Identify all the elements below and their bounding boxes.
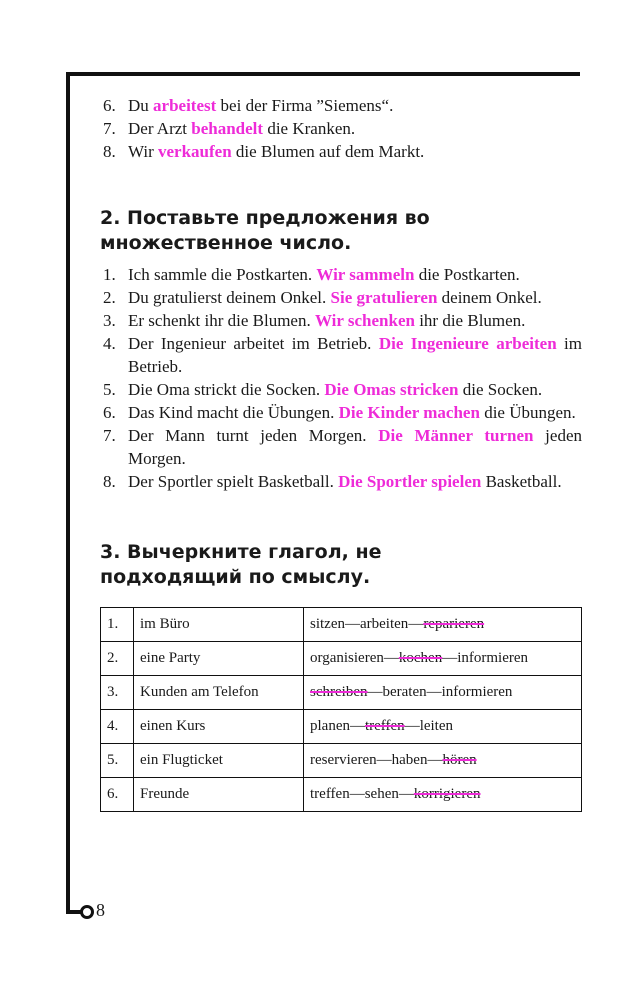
row-number: 4. <box>101 710 134 744</box>
verb: beraten <box>382 684 427 700</box>
item-number: 6. <box>103 403 116 422</box>
answer-plural: Die Omas stricken <box>324 380 459 399</box>
row-context: im Büro <box>134 608 304 642</box>
singular-sentence: Die Oma strickt die Socken. <box>128 380 321 399</box>
list-item <box>100 309 582 332</box>
list-item <box>100 94 582 117</box>
sentence-start: Der Arzt <box>128 119 192 138</box>
struck-verb: schreiben <box>310 684 368 700</box>
sentence-end: die Blumen auf dem Markt. <box>231 142 425 161</box>
row-context: einen Kurs <box>134 710 304 744</box>
verb: reservieren <box>310 752 377 768</box>
answer-rest: Basketball. <box>481 472 562 491</box>
row-number: 6. <box>101 778 134 812</box>
table-row <box>101 642 582 676</box>
verb-separator: — <box>427 752 443 768</box>
item-number: 1. <box>103 265 116 284</box>
item-number: 7. <box>103 426 116 445</box>
row-context: Kunden am Telefon <box>134 676 304 710</box>
verb-separator: — <box>383 650 399 666</box>
exercise3-title: 3. Вычеркните глагол, не подходящий по смыслу. <box>100 541 382 588</box>
table-row <box>101 676 582 710</box>
singular-sentence: Du gratulierst deinem Onkel. <box>128 288 327 307</box>
verb: leiten <box>419 718 454 734</box>
answer-verb: arbeitest <box>153 96 217 115</box>
row-context: Freunde <box>134 778 304 812</box>
answer-rest: die Übungen. <box>479 403 576 422</box>
answer-rest: im Betrieb. <box>128 334 582 376</box>
row-verbs <box>304 676 582 710</box>
singular-sentence: Der Ingenieur arbeitet im Betrieb. <box>128 334 372 353</box>
frame-top-line <box>66 72 580 76</box>
verb: treffen <box>310 786 350 802</box>
row-context: eine Party <box>134 642 304 676</box>
answer-verb: verkaufen <box>158 142 232 161</box>
list-item <box>100 286 582 309</box>
singular-sentence: Der Sportler spielt Basketball. <box>128 472 334 491</box>
item-number: 2. <box>103 288 116 307</box>
sentence-end: bei der Firma ”Siemens“. <box>216 96 394 115</box>
item-number: 3. <box>103 311 116 330</box>
item-number: 8. <box>103 142 116 161</box>
verb-separator: — <box>349 718 365 734</box>
answer-plural: Die Kinder machen <box>338 403 480 422</box>
list-item <box>100 332 582 378</box>
list-item <box>100 378 582 401</box>
answer-rest: ihr die Blumen. <box>414 311 526 330</box>
row-verbs <box>304 778 582 812</box>
singular-sentence: Ich sammle die Postkarten. <box>128 265 313 284</box>
answer-rest: deinem Onkel. <box>437 288 542 307</box>
verb-separator: — <box>404 718 420 734</box>
singular-sentence: Er schenkt ihr die Blumen. <box>128 311 311 330</box>
row-verbs <box>304 710 582 744</box>
exercise2-title: 2. Поставьте предложения во множественное число. <box>100 207 430 254</box>
table-row <box>101 744 582 778</box>
row-number: 1. <box>101 608 134 642</box>
answer-verb: behandelt <box>191 119 264 138</box>
verb: sehen <box>364 786 399 802</box>
exercise1-continuation <box>100 94 582 163</box>
item-number: 8. <box>103 472 116 491</box>
verbs-table <box>100 607 582 812</box>
verb: planen <box>310 718 350 734</box>
page-number: 8 <box>96 900 105 920</box>
frame-left-line <box>66 72 70 914</box>
list-item <box>100 401 582 424</box>
page-content <box>100 94 582 812</box>
item-number: 5. <box>103 380 116 399</box>
row-verbs <box>304 642 582 676</box>
row-number: 5. <box>101 744 134 778</box>
verb: arbeiten <box>360 616 409 632</box>
list-item <box>100 470 582 493</box>
struck-verb: kochen <box>398 650 443 666</box>
verb: organisieren <box>310 650 384 666</box>
verb-separator: — <box>376 752 392 768</box>
struck-verb: korrigieren <box>413 786 481 802</box>
verb-separator: — <box>442 650 458 666</box>
page-number-ring-icon <box>80 905 94 919</box>
struck-verb: treffen <box>364 718 405 734</box>
singular-sentence: Der Mann turnt jeden Morgen. <box>128 426 367 445</box>
answer-rest: die Socken. <box>458 380 543 399</box>
list-item <box>100 117 582 140</box>
answer-rest: die Postkarten. <box>414 265 520 284</box>
struck-verb: reparieren <box>423 616 485 632</box>
verb: informieren <box>441 684 513 700</box>
table-row <box>101 778 582 812</box>
table-row <box>101 608 582 642</box>
row-verbs <box>304 608 582 642</box>
row-number: 2. <box>101 642 134 676</box>
item-number: 7. <box>103 119 116 138</box>
answer-plural: Die Männer turnen <box>378 426 534 445</box>
verb-separator: — <box>345 616 360 632</box>
item-number: 4. <box>103 334 116 353</box>
list-item <box>100 140 582 163</box>
row-verbs <box>304 744 582 778</box>
row-context: ein Flugticket <box>134 744 304 778</box>
verb-separator: — <box>398 786 414 802</box>
verb-separator: — <box>408 616 424 632</box>
answer-plural: Die Sportler spielen <box>338 472 482 491</box>
answer-plural: Sie gratulieren <box>330 288 438 307</box>
answer-rest: jeden Morgen. <box>128 426 582 468</box>
list-item <box>100 424 582 470</box>
verb: informieren <box>457 650 529 666</box>
answer-plural: Wir sammeln <box>316 265 415 284</box>
answer-plural: Wir schenken <box>314 311 415 330</box>
verb: sitzen <box>310 616 345 632</box>
sentence-start: Wir <box>128 142 158 161</box>
sentence-end: die Kranken. <box>263 119 356 138</box>
verb: haben <box>391 752 428 768</box>
list-item <box>100 263 582 286</box>
item-number: 6. <box>103 96 116 115</box>
singular-sentence: Das Kind macht die Übungen. <box>128 403 335 422</box>
exercise2-list <box>100 263 582 493</box>
answer-plural: Die Ingenieure arbeiten <box>378 334 557 353</box>
verb-separator: — <box>349 786 365 802</box>
table-row <box>101 710 582 744</box>
struck-verb: hören <box>442 752 477 768</box>
verb-separator: — <box>367 684 383 700</box>
verb-separator: — <box>426 684 442 700</box>
sentence-start: Du <box>128 96 154 115</box>
row-number: 3. <box>101 676 134 710</box>
